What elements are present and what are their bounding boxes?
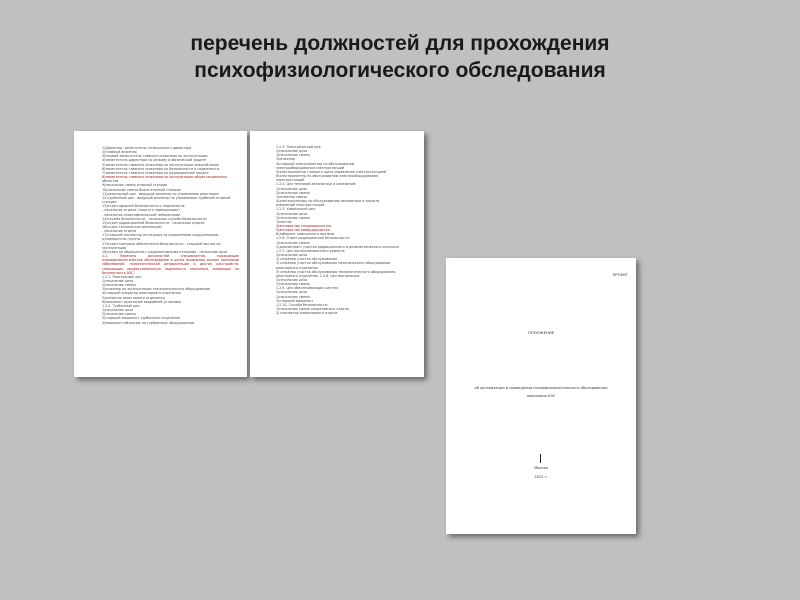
document-line: 2)начальник смены xyxy=(102,312,137,317)
document-line: 2)дозиметрист участка радиационного и дозиметрического контроля xyxy=(276,244,399,249)
document-line: 11)реакторный цех - ведущий инженер по управлению реактором xyxy=(102,191,219,196)
document-line: - начальник отдела (лица его замещающие) xyxy=(102,208,180,213)
document-cover-page xyxy=(446,258,636,534)
document-line: реакторного отделения xyxy=(276,265,318,270)
document-line: 2)начальник смены xyxy=(276,190,311,195)
document-line: электрооборудования электростанций xyxy=(276,165,345,170)
cover-subtitle-line-1: об организации и проведении психофизиологического обследования xyxy=(474,386,608,390)
document-line: 4)машинист-обходчик по турбинному оборудованию xyxy=(102,320,195,325)
document-line: 7)заместитель главного инженера по радиационной защите xyxy=(102,170,209,175)
document-line: 2)начальник смены xyxy=(102,283,137,288)
document-line: 1.2.6. Отдел радиационной безопасности: xyxy=(276,236,350,241)
document-line: 3)мастер xyxy=(276,219,292,224)
document-line: 5)аппаратчик химводоочистки xyxy=(276,228,330,233)
slide-title xyxy=(100,30,700,84)
document-line: 2)начальник смены xyxy=(276,294,311,299)
document-line: 1.2.2. Турбинный цех: xyxy=(102,303,141,308)
document-line: 18)отдел по обращению с радиоактивными отходами - начальник цеха xyxy=(102,249,228,254)
document-line: 9)начальник смены атомной станции xyxy=(102,183,168,188)
document-line: 10)начальник смены блока атомной станции xyxy=(102,187,181,192)
document-line: 6)заместитель главного инженера по безопасности и надежности xyxy=(102,166,219,171)
document-page-1-text xyxy=(102,146,239,325)
document-line: реакторного отделения. 1.2.8. Цех вентиляции: xyxy=(276,273,360,278)
document-line: 1.2.4. Цех тепловой автоматики и измерений: xyxy=(276,182,357,187)
document-line: 3) инженер участка обслуживания механического оборудования xyxy=(276,261,391,266)
document-line: 1)начальник смены xyxy=(276,240,311,245)
document-line: 1.2. Перечень должностей специалистов, проходящих психофизиологическое обследование в целях выявления ранних признаков заболеваний, психологической дезадаптации и других расстройств, снижающих профессиональную надежность персонала, влияющих на безопасность АЭС: xyxy=(102,254,239,275)
document-line: 1)начальник цеха xyxy=(276,149,308,154)
document-line: 13)отдел ядерной безопасности и надежности: xyxy=(102,204,186,209)
document-line: 2)начальник смены xyxy=(276,215,311,220)
document-line: 2) инженер участка обслуживания xyxy=(276,257,338,262)
cover-heading: ПОЛОЖЕНИЕ xyxy=(527,330,555,335)
document-line: 1)Директор, заместитель генерального директора xyxy=(102,146,192,150)
document-line: 15)отдел радиационной безопасности - начальник отдела xyxy=(102,220,205,225)
document-page-1 xyxy=(74,131,247,377)
document-page-2-text xyxy=(276,145,416,315)
document-line: измерений электростанций xyxy=(276,203,325,208)
document-line: 1.2.3. Электрический цех: xyxy=(276,145,322,149)
document-line: электростанций xyxy=(276,178,305,183)
document-line: руководитель группы xyxy=(102,237,141,242)
document-line: 16)отдел технических инспекций: xyxy=(102,224,162,229)
document-line: 1)начальник цеха xyxy=(276,278,308,282)
document-line: - начальник отдела xyxy=(102,229,137,234)
document-line: 1.2.10. Служба безопасности: xyxy=(276,302,328,307)
document-line: 1.2.9. Цех обеспечивающих систем: xyxy=(276,286,339,291)
document-line: эксплуатации xyxy=(102,245,127,250)
document-line: 5)электромонтер главного щита управления электростанцией xyxy=(276,169,387,174)
document-line: 3)инженер по эксплуатации технологического оборудования xyxy=(102,287,210,292)
cover-subtitle-line-2: персонала АЭС xyxy=(526,394,556,398)
document-line: 5)заместитель главного инженера по эксплуатации энергоблоков xyxy=(102,162,219,167)
cover-city: Москва xyxy=(534,466,548,470)
document-line: 2)главный инженер xyxy=(102,150,137,155)
slide-title-line-2: психофизиологического обследования xyxy=(194,59,606,82)
document-line: 2)начальник смены xyxy=(276,282,311,287)
document-line: 4)старший электромонтер по обслуживанию xyxy=(276,161,355,166)
document-line: 1)начальник цеха xyxy=(276,186,308,191)
document-line: 3)инженер xyxy=(276,157,295,162)
document-line: 1.2.5. Химический цех: xyxy=(276,207,316,212)
document-line: станции xyxy=(102,200,117,205)
document-line: 1)начальник цеха xyxy=(102,308,134,313)
document-line: 1)начальник цеха xyxy=(102,279,134,283)
document-line: 3)первый заместитель главного инженера по эксплуатации xyxy=(102,154,208,159)
document-line: 2)начальник смены xyxy=(276,153,311,158)
document-line: 4)аппаратчик спецводоочистки xyxy=(276,223,332,228)
cover-subtitle xyxy=(446,384,636,400)
document-line: 12)турбинный цех - ведущий инженер по управлению турбиной атомной xyxy=(102,195,231,200)
document-line: 5)оператор реакторного отделения xyxy=(102,295,165,300)
document-line: 6)машинист дизельной аварийной установки xyxy=(102,299,182,304)
document-line: 6)лаборант химического анализа xyxy=(276,232,335,237)
document-line: 8)заместитель главного инженера по эксплуатации общестанционных xyxy=(102,175,227,180)
document-line: 1.2.7. Цех централизованного ремонта: xyxy=(276,248,346,253)
document-line: - начальник энергофизической лаборатории xyxy=(102,212,181,217)
document-line: объектов xyxy=(102,179,119,184)
document-line: 4)старший оператор реакторного отделения xyxy=(102,291,181,296)
document-page-2 xyxy=(250,131,424,377)
document-line: 17)отдел контроля обеспечения безопасности - старший мастер по xyxy=(102,241,221,246)
document-line: 1.2.1. Реакторный цех: xyxy=(102,274,142,279)
slide-title-line-1: перечень должностей для прохождения xyxy=(190,32,610,55)
document-line: 3)инженер смены xyxy=(276,194,308,199)
document-line: 14)служба безопасности - начальник службы безопасности xyxy=(102,216,207,221)
document-line: 4)заместитель директора по режиму и физической защите xyxy=(102,158,207,163)
document-line: 4)электрослесарь по обслуживанию автоматики и средств xyxy=(276,199,380,204)
document-line: 2) инспектор оперативного отдела xyxy=(276,311,338,316)
document-line: 1)начальник цеха xyxy=(276,290,308,295)
document-line: 1)начальник цеха xyxy=(276,253,308,258)
cover-signature-mark xyxy=(540,454,541,463)
document-line: 6)электромонтер по обслуживанию электрооборудования xyxy=(276,174,379,179)
document-line: 1)начальник смены оперативного отдела xyxy=(276,307,349,312)
document-line: 3)старший машинист турбинного отделения xyxy=(102,316,181,321)
document-line: 17)старший инспектор по надзору за подъемными сооружениями - xyxy=(102,233,221,238)
document-line: 3)старший машинист xyxy=(276,298,314,303)
cover-year: 2012 г. xyxy=(534,475,548,479)
document-line: 1)начальник цеха xyxy=(276,211,308,216)
cover-draft-label: ПРОЕКТ xyxy=(612,272,628,277)
document-line: 3) инженер участка обслуживания технологического оборудования xyxy=(276,269,396,274)
